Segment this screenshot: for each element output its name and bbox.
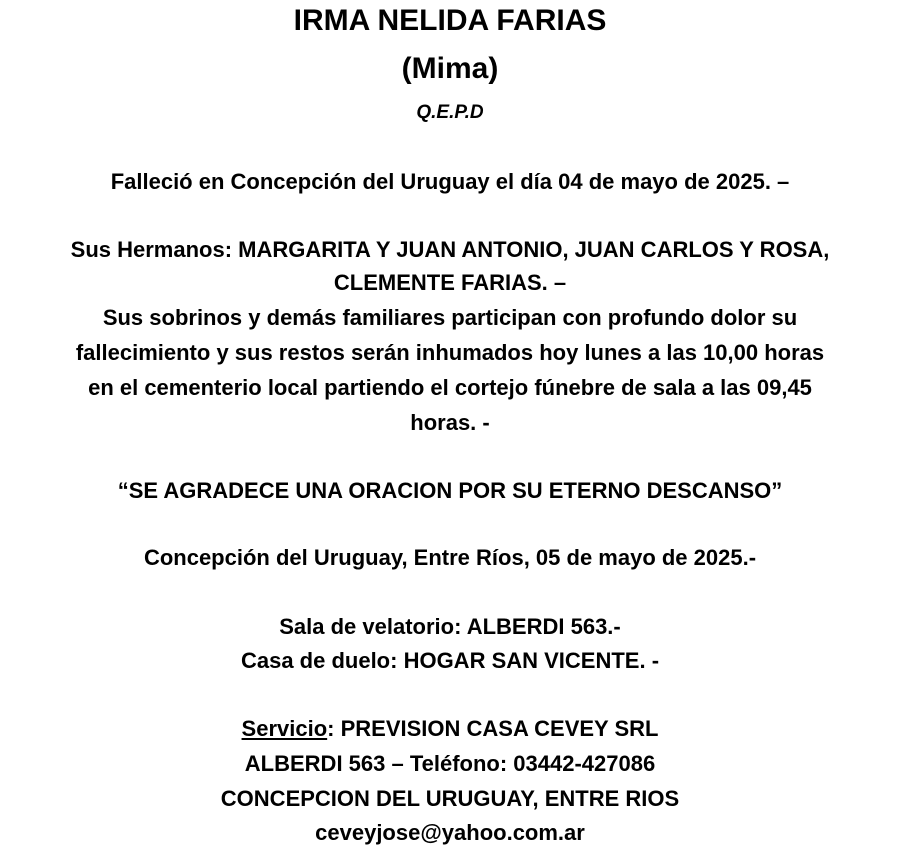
place-date: Concepción del Uruguay, Entre Ríos, 05 de mayo de 2025.- xyxy=(143,545,757,570)
service-name: : PREVISION CASA CEVEY SRL xyxy=(327,716,659,741)
service-city: CONCEPCION DEL URUGUAY, ENTRE RIOS xyxy=(220,786,680,811)
siblings-line-1: Sus Hermanos: MARGARITA Y JUAN ANTONIO, JUAN CARLOS Y ROSA, xyxy=(70,237,830,262)
service-email: ceveyjose@yahoo.com.ar xyxy=(315,820,585,845)
family-line-1: Sus sobrinos y demás familiares participan con profundo dolor su xyxy=(102,305,798,330)
death-announcement: Falleció en Concepción del Uruguay el día 04 de mayo de 2025. – xyxy=(110,169,790,194)
family-line-2: fallecimiento y sus restos serán inhumados hoy lunes a las 10,00 horas xyxy=(75,340,825,365)
deceased-name: IRMA NELIDA FARIAS xyxy=(293,4,607,37)
qepd-text: Q.E.P.D xyxy=(416,102,484,123)
service-address: ALBERDI 563 – Teléfono: 03442-427086 xyxy=(244,751,656,776)
mourning-house: Casa de duelo: HOGAR SAN VICENTE. - xyxy=(240,648,660,673)
service-line xyxy=(0,714,900,744)
family-line-4: horas. - xyxy=(410,410,490,435)
wake-room: Sala de velatorio: ALBERDI 563.- xyxy=(279,614,621,639)
siblings-line-2: CLEMENTE FARIAS. – xyxy=(333,270,567,295)
prayer-request: “SE AGRADECE UNA ORACION POR SU ETERNO DESCANSO” xyxy=(117,478,783,503)
service-label: Servicio xyxy=(241,716,328,741)
deceased-nickname: (Mima) xyxy=(401,52,499,85)
family-line-3: en el cementerio local partiendo el cortejo fúnebre de sala a las 09,45 xyxy=(88,375,812,400)
